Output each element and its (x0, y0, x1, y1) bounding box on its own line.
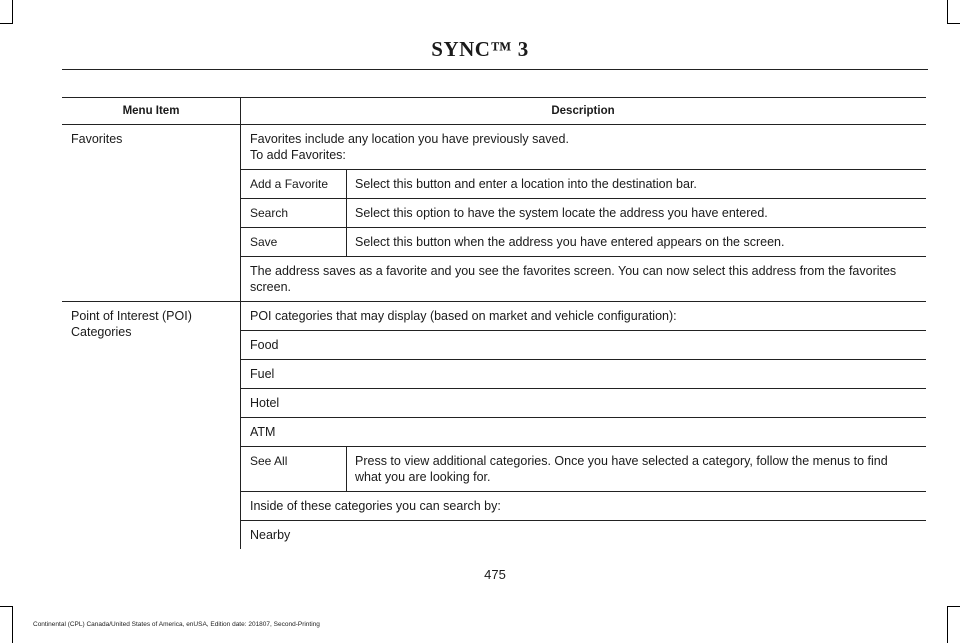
see-all-value: Press to view additional categories. Once you have selected a category, follow the menus to find what you are looking for. (355, 454, 888, 484)
favorites-step-row (241, 199, 926, 228)
crop-mark-top-left (12, 0, 13, 24)
step-key: Search (241, 199, 347, 227)
table-header (62, 97, 926, 125)
menu-table (62, 97, 926, 549)
page-number: 475 (484, 567, 506, 582)
favorites-note: The address saves as a favorite and you see the favorites screen. You can now select this address from the favorites screen. (250, 264, 897, 294)
footer-edition-text: Continental (CPL) Canada/United States of America, enUSA, Edition date: 201807, Second-Printing (33, 621, 320, 628)
step-value: Select this button and enter a location into the destination bar. (355, 177, 697, 191)
favorites-add-text: To add Favorites: (250, 148, 346, 162)
favorites-intro-text: Favorites include any location you have previously saved. (250, 132, 569, 146)
column-divider (240, 302, 241, 549)
see-all-key: See All (241, 447, 347, 491)
favorites-intro (241, 125, 926, 170)
column-header-menu-item: Menu Item (122, 105, 180, 117)
crop-mark-bottom-right (947, 606, 948, 643)
step-key: Add a Favorite (241, 170, 347, 198)
poi-category-row: ATM (241, 418, 926, 447)
crop-mark-top-left (0, 23, 13, 24)
poi-intro: POI categories that may display (based on market and vehicle configuration): (241, 302, 926, 331)
poi-search-intro: Inside of these categories you can search by: (241, 492, 926, 521)
menu-item-favorites: Favorites (71, 132, 123, 146)
crop-mark-top-right (947, 23, 960, 24)
crop-mark-bottom-left (0, 606, 13, 607)
crop-mark-bottom-right (947, 606, 960, 607)
header-rule (62, 69, 928, 70)
section-favorites (62, 125, 926, 302)
page-header-title: SYNC™ 3 (431, 37, 529, 61)
poi-category-row: Food (241, 331, 926, 360)
poi-category-row: Fuel (241, 360, 926, 389)
crop-mark-top-right (947, 0, 948, 24)
menu-item-poi-categories: Point of Interest (POI) Categories (71, 309, 192, 339)
poi-search-option-row: Nearby (250, 528, 291, 542)
step-value: Select this option to have the system locate the address you have entered. (355, 206, 768, 220)
step-key: Save (241, 228, 347, 256)
step-value: Select this button when the address you have entered appears on the screen. (355, 235, 785, 249)
poi-category-row: Hotel (241, 389, 926, 418)
favorites-step-row (241, 170, 926, 199)
favorites-step-row (241, 228, 926, 257)
column-header-description: Description (551, 105, 615, 117)
crop-mark-bottom-left (12, 606, 13, 643)
poi-see-all-row (241, 447, 926, 492)
column-divider (240, 125, 241, 301)
section-poi-categories (62, 302, 926, 549)
